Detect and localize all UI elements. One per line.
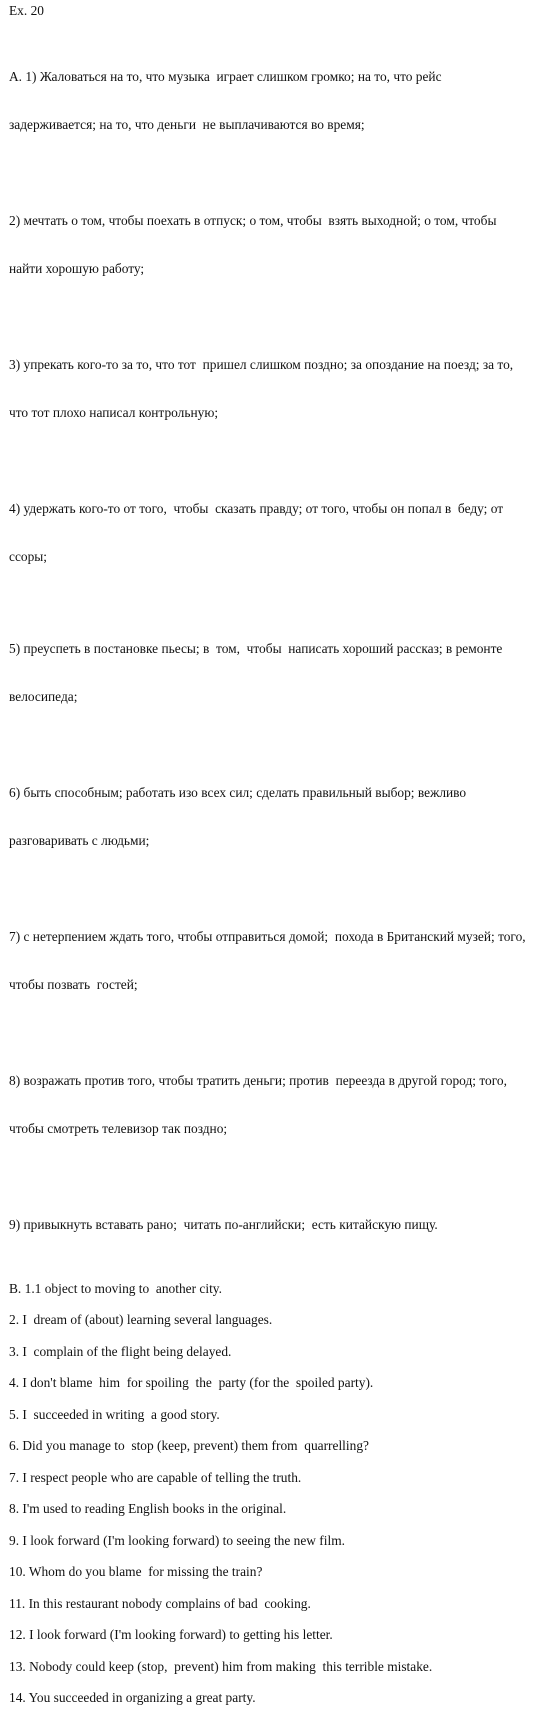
text-line: ссоры; [9, 549, 47, 564]
exercise-page [9, 3, 539, 1722]
text-line: 5) преуспеть в постановке пьесы; в том, чтобы написать хороший рассказ; в ремонте [9, 641, 503, 656]
text-line: чтобы позвать гостей; [9, 977, 138, 992]
text-line: разговаривать с людьми; [9, 833, 150, 848]
section-b-item-3: 3. I complain of the flight being delayed. [9, 1343, 232, 1359]
section-a-item-4 [9, 469, 539, 597]
text-line: A. 1) Жаловаться на то, что музыка играет слишком громко; на то, что рейс [9, 69, 442, 84]
section-a-item-3 [9, 325, 539, 453]
section-b-item-7: 7. I respect people who are capable of telling the truth. [9, 1469, 302, 1485]
section-b-item-9: 9. I look forward (I'm looking forward) to seeing the new film. [9, 1532, 345, 1548]
section-a-item-5 [9, 609, 539, 737]
text-line: найти хорошую работу; [9, 261, 145, 276]
exercise-title: Ex. 20 [9, 3, 44, 18]
text-line: 6) быть способным; работать изо всех сил; сделать правильный выбор; вежливо [9, 785, 467, 800]
text-line: что тот плохо написал контрольную; [9, 405, 219, 420]
section-a-item-9 [9, 1185, 539, 1265]
text-line: велосипеда; [9, 689, 78, 704]
section-b-item-6: 6. Did you manage to stop (keep, prevent) them from quarrelling? [9, 1438, 369, 1453]
section-a-item-1 [9, 37, 539, 165]
section-b-item-13: 13. Nobody could keep (stop, prevent) him from making this terrible mistake. [9, 1658, 433, 1674]
section-b-item-14: 14. You succeeded in organizing a great party. [9, 1690, 256, 1705]
section-a-item-8 [9, 1041, 539, 1169]
section-b-item-4: 4. I don't blame him for spoiling the party (for the spoiled party). [9, 1375, 374, 1390]
section-b-item-11: 11. In this restaurant nobody complains of bad cooking. [9, 1595, 311, 1611]
section-a-item-7 [9, 897, 539, 1025]
section-b-item-2: 2. I dream of (about) learning several languages. [9, 1312, 273, 1327]
text-line: 4) удержать кого-то от того, чтобы сказать правду; от того, чтобы он попал в беду; от [9, 501, 504, 516]
section-b-item-10: 10. Whom do you blame for missing the train? [9, 1564, 263, 1579]
text-line: 8) возражать против того, чтобы тратить деньги; против переезда в другой город; того, [9, 1073, 507, 1088]
text-line: задерживается; на то, что деньги не выплачиваются во время; [9, 117, 365, 132]
text-line: 9) привыкнуть вставать рано; читать по-английски; есть китайскую пищу. [9, 1217, 438, 1232]
section-a-item-2 [9, 181, 539, 309]
section-b-item-12: 12. I look forward (I'm looking forward) to getting his letter. [9, 1627, 333, 1642]
text-line: 3) упрекать кого-то за то, что тот пришел слишком поздно; за опоздание на поезд; за то, [9, 357, 514, 372]
text-line: 2) мечтать о том, чтобы поехать в отпуск; о том, чтобы взять выходной; о том, чтобы [9, 213, 497, 228]
text-line: 7) с нетерпением ждать того, чтобы отправиться домой; похода в Британский музей; того, [9, 929, 526, 944]
text-line: чтобы смотреть телевизор так поздно; [9, 1121, 228, 1136]
section-b-item-8: 8. I'm used to reading English books in the original. [9, 1501, 287, 1516]
section-b-item-1: B. 1.1 object to moving to another city. [9, 1280, 222, 1296]
section-a-item-6 [9, 753, 539, 881]
section-b-item-5: 5. I succeeded in writing a good story. [9, 1406, 220, 1422]
